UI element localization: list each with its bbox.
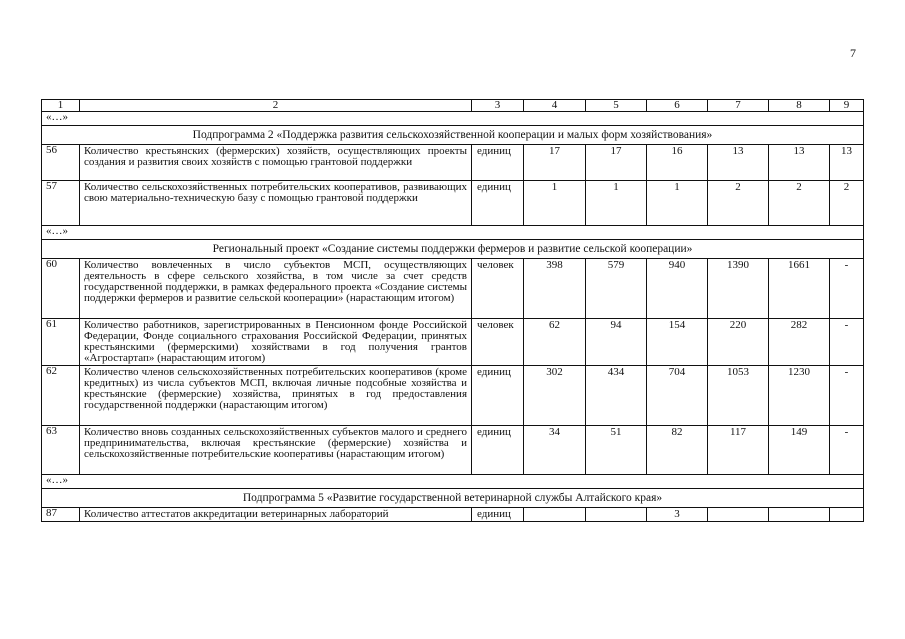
indicator-value: 51 [586, 426, 647, 475]
omission-mark: «…» [42, 112, 864, 126]
section-title: Подпрограмма 2 «Поддержка развития сельскохозяйственной кооперации и малых форм хозяйствования» [42, 126, 864, 145]
indicator-value: 398 [524, 259, 586, 319]
indicator-value: 154 [647, 319, 708, 366]
indicator-description: Количество работников, зарегистрированных в Пенсионном фонде Российской Федерации, Фонде социального страхования Российской Федерации, принятых крестьянскими (фермерскими) хозяйствами в год получения грантов «Агростартап» (нарастающим итогом) [80, 319, 472, 366]
indicator-value: 34 [524, 426, 586, 475]
indicator-value [830, 508, 864, 522]
column-number: 4 [524, 100, 586, 112]
indicator-value: - [830, 426, 864, 475]
indicator-value: 17 [524, 145, 586, 181]
indicator-value: 94 [586, 319, 647, 366]
unit-of-measure: человек [472, 319, 524, 366]
column-number: 7 [708, 100, 769, 112]
unit-of-measure: человек [472, 259, 524, 319]
table-body [42, 100, 864, 522]
section-row [42, 489, 864, 508]
unit-of-measure: единиц [472, 366, 524, 426]
table-row [42, 426, 864, 475]
indicator-value: 302 [524, 366, 586, 426]
indicator-value: 2 [769, 181, 830, 226]
row-number: 87 [42, 508, 80, 522]
indicator-description: Количество вновь созданных сельскохозяйственных субъектов малого и среднего предпринимательства, включая крестьянские (фермерские) хозяйства и сельскохозяйственные потребительские кооперативы (нарастающим итогом) [80, 426, 472, 475]
indicator-value: 16 [647, 145, 708, 181]
omission-row [42, 475, 864, 489]
indicator-value: 2 [708, 181, 769, 226]
section-title: Подпрограмма 5 «Развитие государственной ветеринарной службы Алтайского края» [42, 489, 864, 508]
indicator-value: 1 [647, 181, 708, 226]
indicator-value: - [830, 319, 864, 366]
column-number: 2 [80, 100, 472, 112]
indicator-value: 940 [647, 259, 708, 319]
indicator-description: Количество вовлеченных в число субъектов МСП, осуществляющих деятельность в сфере сельского хозяйства, в том числе за счет средств государственной поддержки, в рамках федерального проекта «Создание системы поддержки фермеров и развитие сельской кооперации» (нарастающим итогом) [80, 259, 472, 319]
page-number: 7 [850, 46, 856, 60]
row-number: 60 [42, 259, 80, 319]
indicator-value: 13 [830, 145, 864, 181]
indicators-table [41, 99, 864, 522]
column-number: 6 [647, 100, 708, 112]
table-row [42, 366, 864, 426]
indicator-value: 17 [586, 145, 647, 181]
omission-mark: «…» [42, 226, 864, 240]
omission-mark: «…» [42, 475, 864, 489]
indicator-description: Количество крестьянских (фермерских) хозяйств, осуществляющих проекты создания и развития своих хозяйств с помощью грантовой поддержки [80, 145, 472, 181]
table-row [42, 181, 864, 226]
indicator-value: 82 [647, 426, 708, 475]
indicator-value: 704 [647, 366, 708, 426]
column-number: 1 [42, 100, 80, 112]
indicator-value [586, 508, 647, 522]
indicator-value: 117 [708, 426, 769, 475]
omission-row [42, 112, 864, 126]
indicator-value: 62 [524, 319, 586, 366]
indicator-value: 149 [769, 426, 830, 475]
indicator-value: 220 [708, 319, 769, 366]
indicator-value: 3 [647, 508, 708, 522]
row-number: 57 [42, 181, 80, 226]
table-row [42, 508, 864, 522]
column-number: 3 [472, 100, 524, 112]
indicator-value: 2 [830, 181, 864, 226]
indicator-value: 1661 [769, 259, 830, 319]
indicator-value: 579 [586, 259, 647, 319]
indicator-description: Количество сельскохозяйственных потребительских кооперативов, развивающих свою материально-техническую базу с помощью грантовой поддержки [80, 181, 472, 226]
indicator-value [708, 508, 769, 522]
row-number: 56 [42, 145, 80, 181]
table-row [42, 259, 864, 319]
indicator-description: Количество аттестатов аккредитации ветеринарных лабораторий [80, 508, 472, 522]
unit-of-measure: единиц [472, 426, 524, 475]
indicator-description: Количество членов сельскохозяйственных потребительских кооперативов (кроме кредитных) из числа субъектов МСП, включая личные подсобные хозяйства и крестьянские (фермерские) хозяйства, принятых в год предоставления государственной поддержки (нарастающим итогом) [80, 366, 472, 426]
table-row [42, 145, 864, 181]
indicator-value [524, 508, 586, 522]
indicator-value: - [830, 259, 864, 319]
omission-row [42, 226, 864, 240]
indicator-value: 13 [708, 145, 769, 181]
indicator-value: 1 [524, 181, 586, 226]
indicator-value: - [830, 366, 864, 426]
indicator-value: 434 [586, 366, 647, 426]
column-number: 9 [830, 100, 864, 112]
column-number: 5 [586, 100, 647, 112]
indicator-value: 1 [586, 181, 647, 226]
indicator-value: 282 [769, 319, 830, 366]
section-row [42, 240, 864, 259]
unit-of-measure: единиц [472, 145, 524, 181]
section-title: Региональный проект «Создание системы поддержки фермеров и развитие сельской кооперации» [42, 240, 864, 259]
row-number: 61 [42, 319, 80, 366]
table-row [42, 319, 864, 366]
section-row [42, 126, 864, 145]
row-number: 62 [42, 366, 80, 426]
row-number: 63 [42, 426, 80, 475]
indicator-value: 1230 [769, 366, 830, 426]
indicator-value: 13 [769, 145, 830, 181]
indicator-value: 1053 [708, 366, 769, 426]
column-number: 8 [769, 100, 830, 112]
column-numbers-row [42, 100, 864, 112]
indicator-value [769, 508, 830, 522]
unit-of-measure: единиц [472, 508, 524, 522]
indicator-value: 1390 [708, 259, 769, 319]
unit-of-measure: единиц [472, 181, 524, 226]
